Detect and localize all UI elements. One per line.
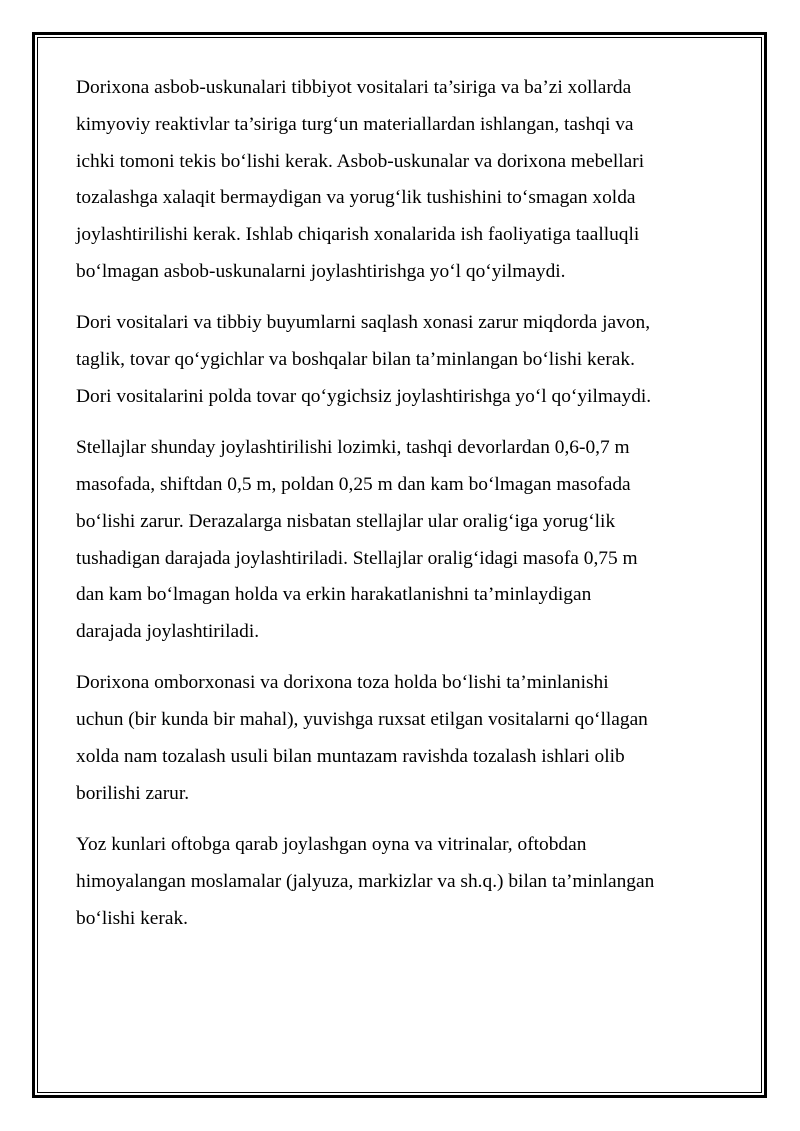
text-line: tushadigan darajada joylashtiriladi. Stellajlar oralig‘idagi masofa 0,75 m xyxy=(76,547,638,569)
text-line: Dorixona asbob-uskunalari tibbiyot vositalari ta’siriga va ba’zi xollarda xyxy=(76,77,632,98)
text-line: bo‘lmagan asbob-uskunalarni joylashtirishga yo‘l qo‘yilmaydi. xyxy=(76,260,566,282)
text-line: darajada joylashtiriladi. xyxy=(76,621,260,643)
text-line: dan kam bo‘lmagan holda va erkin harakatlanishni ta’minlaydigan xyxy=(76,584,592,606)
text-line: tozalashga xalaqit bermaydigan va yorug‘lik tushishini to‘smagan xolda xyxy=(76,187,636,209)
paragraph-5 xyxy=(76,827,726,937)
paragraph-1 xyxy=(76,70,726,291)
text-line: uchun (bir kunda bir mahal), yuvishga ruxsat etilgan vositalarni qo‘llagan xyxy=(76,709,648,731)
text-line: ichki tomoni tekis bo‘lishi kerak. Asbob-uskunalar va dorixona mebellari xyxy=(76,150,645,172)
text-line: kimyoviy reaktivlar ta’siriga turg‘un materiallardan ishlangan, tashqi va xyxy=(76,113,634,135)
text-line: Dorixona omborxonasi va dorixona toza holda bo‘lishi ta’minlanishi xyxy=(76,672,609,694)
text-line: himoyalangan moslamalar (jalyuza, markizlar va sh.q.) bilan ta’minlangan xyxy=(76,870,655,892)
paragraph-3 xyxy=(76,430,726,651)
text-line: Dori vositalari va tibbiy buyumlarni saqlash xonasi zarur miqdorda javon, xyxy=(76,312,651,334)
text-line: Stellajlar shunday joylashtirilishi lozimki, tashqi devorlardan 0,6-0,7 m xyxy=(76,437,630,459)
text-line: Dori vositalarini polda tovar qo‘ygichsiz joylashtirishga yo‘l qo‘yilmaydi. xyxy=(76,385,652,407)
text-line: Yoz kunlari oftobga qarab joylashgan oyna va vitrinalar, oftobdan xyxy=(76,834,587,856)
text-line: bo‘lishi zarur. Derazalarga nisbatan stellajlar ular oralig‘iga yorug‘lik xyxy=(76,510,616,532)
text-line: bo‘lishi kerak. xyxy=(76,907,189,929)
paragraph-2 xyxy=(76,305,726,415)
text-line: taglik, tovar qo‘ygichlar va boshqalar bilan ta’minlangan bo‘lishi kerak. xyxy=(76,349,635,371)
text-line: xolda nam tozalash usuli bilan muntazam ravishda tozalash ishlari olib xyxy=(76,746,625,768)
text-line: borilishi zarur. xyxy=(76,782,190,804)
paragraph-4 xyxy=(76,665,726,812)
text-line: masofada, shiftdan 0,5 m, poldan 0,25 m dan kam bo‘lmagan masofada xyxy=(76,473,631,495)
document-body xyxy=(76,70,726,952)
text-line: joylashtirilishi kerak. Ishlab chiqarish xonalarida ish faoliyatiga taalluqli xyxy=(76,224,640,246)
